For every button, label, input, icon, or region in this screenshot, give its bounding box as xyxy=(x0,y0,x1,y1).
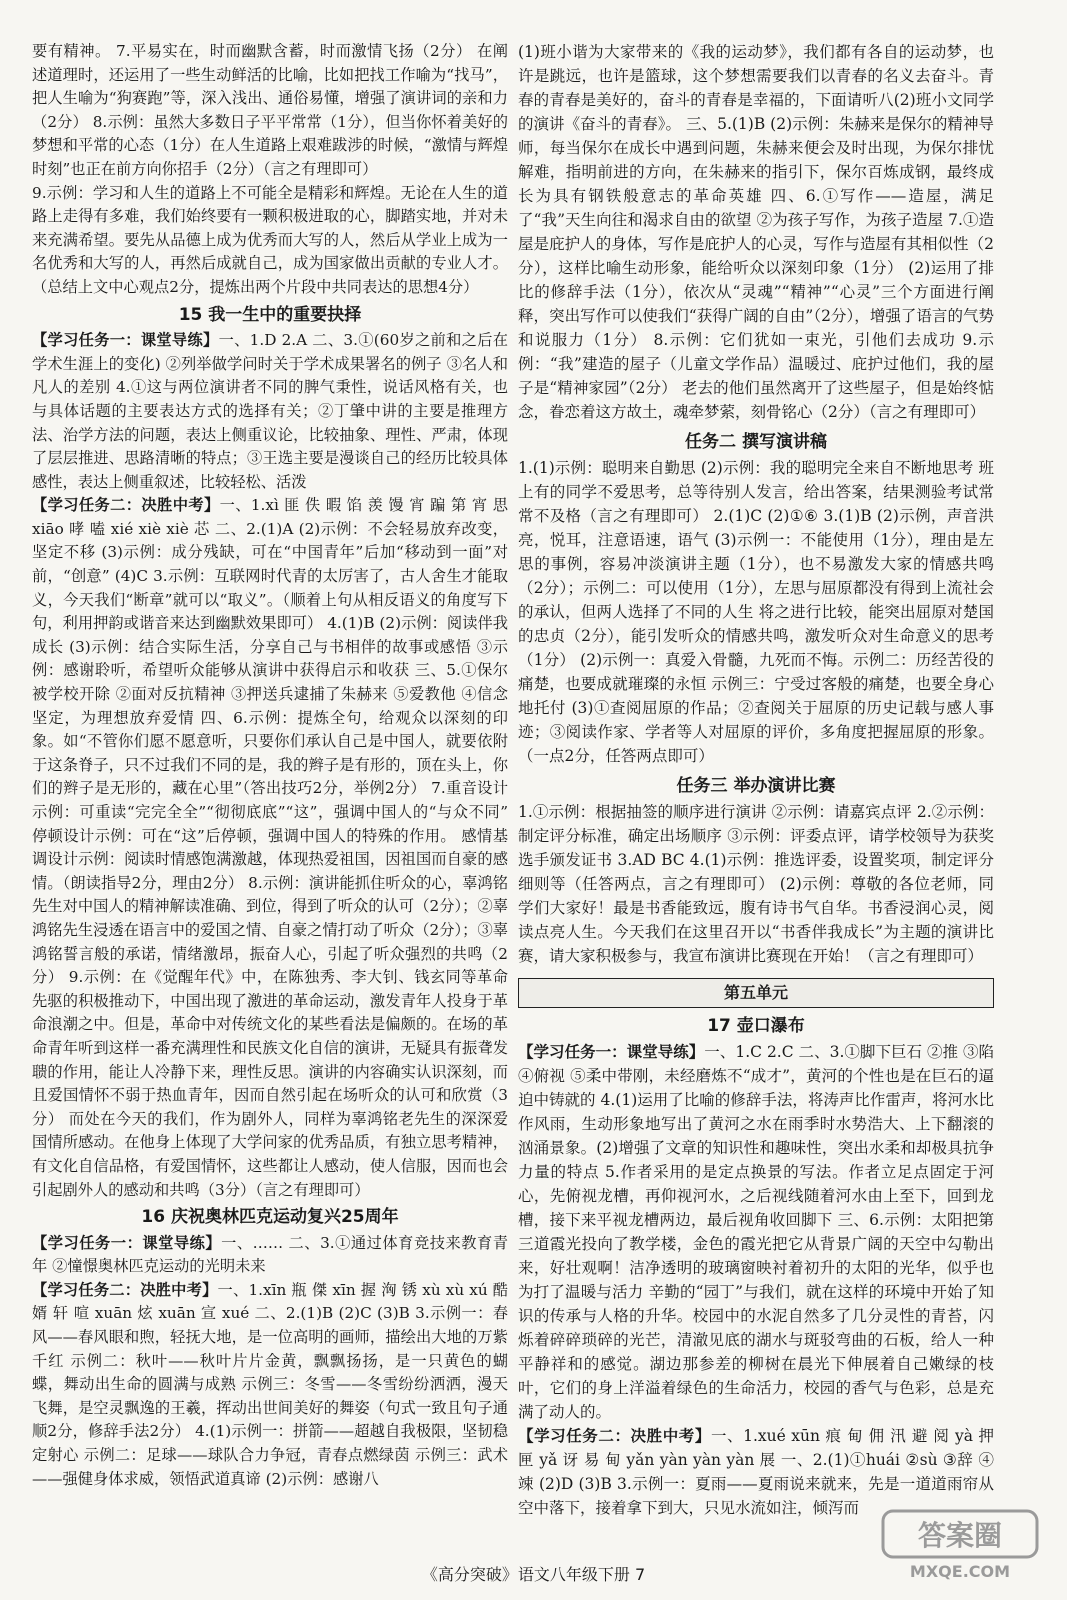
answer-paragraph: (1)班小谐为大家带来的《我的运动梦》，我们都有各自的运动梦，也许是跳远，也许是篮球，这个梦想需要我们以青春的名义去奋斗。青春的青春是美好的，奋斗的青春是幸福的，下面请听八(2)班小文同学的演讲《奋斗的青春》。 三、5.(1)B (2)示例：朱赫来是保尔的精神导师，每当保尔在成长中遇到问题，朱赫来便会及时出现，为保尔排忧解难，指明前进的方向，在朱赫来的指引下，保尔百炼成钢，最终成长为具有钢铁般意志的革命英雄 四、6.①写作——造屋，满足了“我”天生向往和渴求自由的欲望 ②为孩子写作，为孩子造屋 7.①造屋是庇护人的身体，写作是庇护人的心灵，写作与造屋有其相似性（2分），这样比喻生动形象，能给听众以深刻印象（1分） (2)运用了排比的修辞手法（1分），依次从“灵魂”“精神”“心灵”三个方面进行阐释，突出写作可以使我们“获得广阔的自由”（2分），增强了语言的气势和说服力（1分） 8.示例：它们犹如一束光，引他们去成功 9.示例：“我”建造的屋子（儿童文学作品）温暖过、庇护过他们，我的屋子是“精神家园”（2分） 老去的他们虽然离开了这些屋子，但是始终惦念，眷恋着这方故土，魂牵梦萦，刻骨铭心（2分）（言之有理即可） xyxy=(518,43,994,421)
answer-paragraph xyxy=(518,1040,994,1424)
page-footer: 《高分突破》语文八年级下册 7 xyxy=(421,1565,646,1584)
task-tag: 【学习任务二：决胜中考】 xyxy=(32,1280,218,1299)
answer-paragraph: 9.示例：学习和人生的道路上不可能全是精彩和辉煌。无论在人生的道路上走得有多难，我们始终要有一颗积极进取的心，脚踏实地，并对未来充满希望。要先从品德上成为优秀而大写的人，然后从学业上成为一名优秀和大写的人，再然后成就自己，成为国家做出贡献的专业人才。（总结上文中心观点2分，提炼出两个片段中共同表达的思想4分） xyxy=(32,183,508,296)
answer-text: 一、…… 二、3.①通过体育竞技来教育青年 ②憧憬奥林匹克运动的光明未来 xyxy=(32,1233,508,1276)
watermark-url: MXQE.COM xyxy=(909,1562,1011,1581)
answer-text: 一、1.D 2.A 二、3.①(60岁之前和之后在学术生涯上的变化) ②列举做学问时关于学术成果署名的例子 ③名人和凡人的差别 4.①这与两位演讲者不同的脾气秉性，说话风格有关，也与具体话题的主要表达方式的选择有关；②丁肇中讲的主要是推理方法、治学方法的问题，表达上侧重议论，比较抽象、理性、严肃，体现了层层推进、思路清晰的特点；③王选主要是漫谈自己的经历比较具体感性，表达上侧重叙述，比较轻松、活泼 xyxy=(32,331,508,491)
answer-paragraph xyxy=(32,329,508,494)
answer-text: 一、1.C 2.C 二、3.①脚下巨石 ②推 ③陷 ④俯视 ⑤柔中带刚，未经磨炼不“成才”，黄河的个性也是在巨石的逼迫中铸就的 4.(1)运用了比喻的修辞手法，将涛声比作雷声，将河水比作风雨，生动形象地写出了黄河之水在雨季时水势浩大、上下翻滚的汹涌景象。(2)增强了文章的知识性和趣味性，突出水柔和却极具抗争力量的特点 5.作者采用的是定点换景的写法。作者立足点固定于河心，先俯视龙槽，再仰视河水，之后视线随着河水由上至下，回到龙槽，接下来平视龙槽两边，最后视角收回脚下 三、6.示例：太阳把第三道霞光投向了教学楼，金色的霞光把它从背景广阔的天空中勾勒出来，好壮观啊！洁净透明的玻璃窗映衬着初升的太阳的光华，似乎也为打了温暖与活力 辛勤的“园丁”与我们，就在这样的环境中开始了知识的传承与人格的升华。校园中的水泥自然多了几分灵性的青苔，闪烁着碎碎琐碎的光芒，清澈见底的湖水与斑驳弯曲的石板，给人一种平静祥和的感觉。湖边那参差的柳树在晨光下伸展着自己嫩绿的枝叶，它们的身上洋溢着绿色的生命活力，校园的香气与色彩，总是充满了动人的。 xyxy=(518,1043,994,1421)
task-tag: 【学习任务一：课堂导练】 xyxy=(32,1233,222,1252)
lesson-15-title: 15 我一生中的重要抉择 xyxy=(178,304,362,325)
task-2-title: 任务二 撰写演讲稿 xyxy=(685,432,827,452)
answer-paragraph xyxy=(32,1279,508,1491)
left-column xyxy=(32,40,508,1491)
answer-text: 一、1.xīn 瓶 傑 xīn 握 洶 锈 xù xù xú 酷 婿 轩 喧 xuān 炫 xuān 宣 xué 二、2.(1)B (2)C (3)B 3.示例一：春风——春风眼和煦，轻抚大地，是一位高明的画师，描绘出大地的万紫千红 示例二：秋叶——秋叶片片金黄，飘飘扬扬，是一只黄色的蝴蝶，舞动出生命的圆满与成熟 示例三：冬雪——冬雪纷纷洒洒，漫天飞舞，是空灵飘逸的王羲，挥动出世间美好的舞姿（句式一致且句子通顺2分，修辞手法2分） 4.(1)示例一：拼箭——超越自我极限，坚韧稳定射心 示例二：足球——球队合力争冠，青春点燃绿茵 示例三：武术——强健身体求威，领悟武道真谛 (2)示例：感谢八 xyxy=(32,1280,509,1488)
watermark-title: 答案圈 xyxy=(917,1519,1003,1552)
task-tag: 【学习任务二：决胜中考】 xyxy=(518,1427,711,1445)
task-tag: 【学习任务二：决胜中考】 xyxy=(32,496,220,515)
answer-paragraph xyxy=(32,1232,508,1279)
answer-paragraph xyxy=(32,494,508,1202)
lesson-16-title: 16 庆祝奥林匹克运动复兴25周年 xyxy=(141,1207,399,1228)
answer-paragraph: 1.①示例：根据抽签的顺序进行演讲 ②示例：请嘉宾点评 2.②示例：制定评分标准，确定出场顺序 ③示例：评委点评，请学校领导为获奖选手颁发证书 3.AD BC 4.(1)示例：推选评委，设置奖项，制定评分细则等（任答两点，言之有理即可） (2)示例：尊敬的各位老师，同学们大家好！最是书香能致远，腹有诗书气自华。书香浸润心灵，阅读点亮人生。今天我们在这里召开以“书香伴我成长”为主题的演讲比赛，请大家积极参与，我宣布演讲比赛现在开始！（言之有理即可） xyxy=(518,803,994,965)
lesson-17-title: 17 壶口瀑布 xyxy=(707,1016,805,1036)
answer-paragraph: 1.(1)示例：聪明来自勤思 (2)示例：我的聪明完全来自不断地思考 班上有的同学不爱思考，总等待别人发言，给出答案，结果测验考试常常不及格（言之有理即可） 2.(1)C (2)①⑥ 3.(1)B (2)示例，声音洪亮，悦耳，注意语速，语气 (3)示例一：不能使用（1分），理由是左思的事例，容易冲淡演讲主题（1分），也不易激发大家的情感共鸣（2分）；示例二：可以使用（1分），左思与屈原都没有得到上流社会的承认，但两人选择了不同的人生 将之进行比较，能突出屈原对楚国的忠贞（2分），能引发听众的情感共鸣，激发听众对生命意义的思考（1分） (2)示例一：真爱入骨髓，九死而不悔。示例二：历经苦役的痛楚，也要成就璀璨的永恒 示例三：宁受过客般的痛楚，也要全身心地托付 (3)①查阅屈原的作品；②查阅关于屈原的历史记载与感人事迹；③阅读作家、学者等人对屈原的评价，多角度把握屈原的形象。（一点2分，任答两点即可） xyxy=(518,459,994,765)
answer-text: 一、1.xué xūn 痕 甸 佣 汛 避 阅 yà 押 匣 yǎ 讶 易 甸 yǎn yàn yàn yàn 展 一、2.(1)①huái ②sù ③辞 ④竦 (2)D (3)B 3.示例一：夏雨——夏雨说来就来，先是一道道雨帘从空中落下，接着拿下到大，只见水流如注，倾泻而 xyxy=(518,1427,994,1517)
right-column xyxy=(518,40,994,1520)
answer-text: 一、1.xì 匪 佚 暇 馅 羡 馒 宵 蹁 第 宵 思 xiāo 哮 嗑 xié xiè xiè 芯 二、2.(1)A (2)示例：不会轻易放弃改变，坚定不移 (3)示例：成分残缺，可在“中国青年”后加“移动到一面”对前，“创意” (4)C 3.示例：互联网时代青的太厉害了，古人舍生才能取义，今天我们“断章”就可以“取义”。（顺着上句从相反语义的角度写下句，利用押韵或谐音来达到幽默效果即可） 4.(1)B (2)示例：阅读伴我成长 (3)示例：结合实际生活，分享自己与书相伴的故事或感悟 ③示例：感谢聆听，希望听众能够从演讲中获得启示和收获 三、5.①保尔被学校开除 ②面对反抗精神 ③押送兵逮捕了朱赫来 ⑤爱教他 ④信念坚定，为理想放弃爱情 四、6.示例：提炼全句，给观众以深刻的印象。如“不管你们愿不愿意听，只要你们承认自己是中国人，就要依附于这条脊子，只不过我们不同的是，我的辫子是有形的，顶在头上，你们的辫子是无形的，藏在心里”（答出技巧2分，举例2分） 7.重音设计示例：可重读“完完全全”“彻彻底底”“这”，强调中国人的“与众不同” 停顿设计示例：可在“这”后停顿，强调中国人的特殊的作用。 感情基调设计示例：阅读时情感饱满激越，体现热爱祖国，因祖国而自豪的感情。（朗读指导2分，理由2分） 8.示例：演讲能抓住听众的心，辜鸿铭先生对中国人的精神解读准确、到位，得到了听众的认可（2分）；②辜鸿铭先生浸透在语言中的爱国之情、自豪之情打动了听众（2分）；③辜鸿铭誓言般的承诺，情绪激昂，振奋人心，引起了听众强烈的共鸣（2分） 9.示例：在《觉醒年代》中，在陈独秀、李大钊、钱玄同等革命先驱的积极推动下，中国出现了激进的革命运动，激发青年人投身于革命浪潮之中。但是，革命中对传统文化的某些看法是偏颇的。在场的革命青年听到这样一番充满理性和民族文化自信的演讲，无疑具有振聋发聩的作用，能让人冷静下来，理性反思。演讲的内容确实认识深刻，而且爱国情怀不弱于热血青年，因而自然引起在场听众的认可和欣赏（3分） 而处在今天的我们，作为剧外人，同样为辜鸿铭老先生的深深爱国情所感动。在他身上体现了大学问家的优秀品质，有独立思考精神，有文化自信品格，有爱国情怀，这些都让人感动，使人信服，因而也会引起剧外人的感动和共鸣（3分）（言之有理即可） xyxy=(32,496,508,1199)
task-tag: 【学习任务一：课堂导练】 xyxy=(518,1043,705,1061)
answer-paragraph: 要有精神。 7.平易实在，时而幽默含蓄，时而激情飞扬（2分） 在阐述道理时，还运用了一些生动鲜活的比喻，比如把找工作喻为“找马”，把人生喻为“狗赛跑”等，深入浅出、通俗易懂，增强了演讲词的亲和力（2分） 8.示例：虽然大多数日子平平常常（1分），但当你怀着美好的梦想和平常的心态（1分）在人生道路上艰难跋涉的时候，“激情与辉煌时刻”也正在前方向你招手（2分）（言之有理即可） xyxy=(32,42,508,178)
unit-5-banner: 第五单元 xyxy=(518,978,994,1008)
watermark-logo xyxy=(875,1505,1045,1585)
task-tag: 【学习任务一：课堂导练】 xyxy=(32,331,219,350)
task-3-title: 任务三 举办演讲比赛 xyxy=(676,776,836,796)
